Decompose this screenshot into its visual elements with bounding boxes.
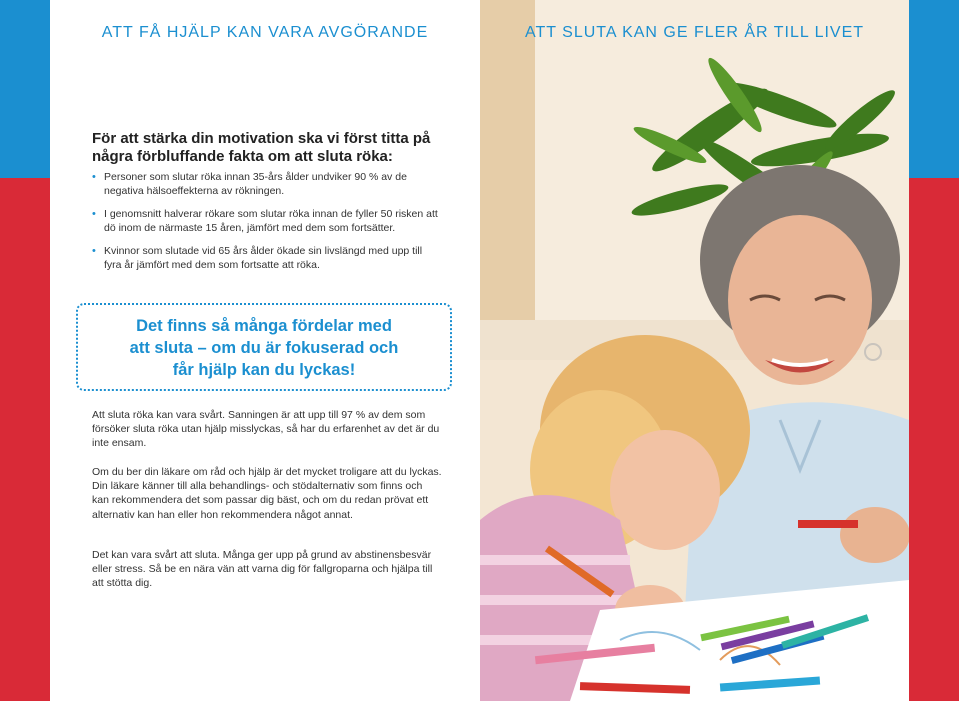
bullet-icon: • bbox=[92, 245, 96, 257]
bullet-icon: • bbox=[92, 171, 96, 183]
left-page-header: ATT FÅ HJÄLP KAN VARA AVGÖRANDE bbox=[101, 24, 429, 41]
callout-text: Det finns så många fördelar med att sluta – om du är fokuserad och får hjälp kan du lyckas! bbox=[129, 317, 399, 379]
fact-item: • Personer som slutar röka innan 35-års ålder undviker 90 % av de negativa hälsoeffekterna av rökningen. bbox=[92, 171, 407, 197]
left-band-blue bbox=[0, 0, 50, 178]
right-band-red bbox=[909, 178, 959, 701]
facts-list bbox=[90, 170, 440, 281]
left-page bbox=[50, 0, 480, 701]
fact-item: • Kvinnor som slutade vid 65 års ålder ökade sin livslängd med upp till fyra år jämfört med dem som fortsatte att röka. bbox=[92, 245, 423, 271]
right-page-header: ATT SLUTA KAN GE FLER ÅR TILL LIVET bbox=[524, 24, 865, 41]
left-band-red bbox=[0, 178, 50, 701]
fact-item: • I genomsnitt halverar rökare som slutar röka innan de fyller 50 risken att dö inom de närmaste 15 åren, jämfört med dem som fortsätter. bbox=[92, 208, 438, 234]
callout-box bbox=[76, 303, 452, 391]
bullet-icon: • bbox=[92, 208, 96, 220]
paragraph: Att sluta röka kan vara svårt. Sanningen är att upp till 97 % av dem som försöker sluta röka utan hjälp misslyckas, så har du erfarenhet av det är du inte ensam. bbox=[92, 409, 440, 450]
paragraph: Om du ber din läkare om råd och hjälp är det mycket troligare att du lyckas. Din läkare känner till alla behandlings- och stödalternativ som finns och kan rekommendera det som passar dig bäst, och om du redan prövat ett alternativ kan han eller hon rekommendera något annat. bbox=[92, 466, 442, 521]
right-color-band bbox=[909, 0, 959, 701]
right-page bbox=[480, 0, 909, 701]
left-color-band bbox=[0, 0, 50, 701]
grandmother-child-drawing-photo bbox=[480, 0, 909, 701]
right-band-blue bbox=[909, 0, 959, 178]
paragraph: Det kan vara svårt att sluta. Många ger upp på grund av abstinensbesvär eller stress. Så be en nära vän att varna dig för fallgroparna och hjälpa till att stötta dig. bbox=[92, 549, 433, 590]
intro-title: För att stärka din motivation ska vi först titta på några förbluffande fakta om att sluta röka: bbox=[92, 130, 431, 165]
